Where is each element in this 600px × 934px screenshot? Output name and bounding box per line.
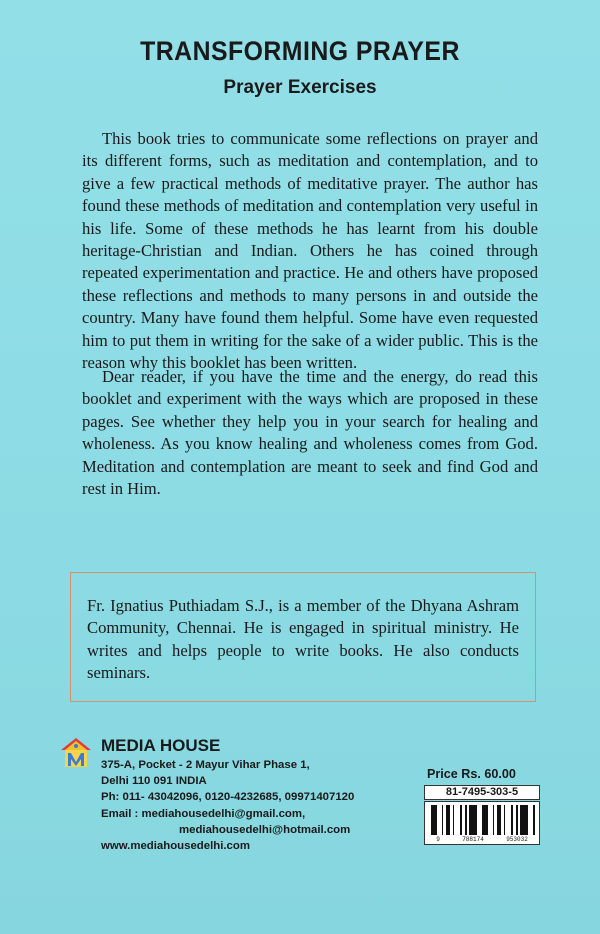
publisher-email-1: Email : mediahousedelhi@gmail.com, (101, 807, 306, 820)
barcode-bar (497, 805, 500, 835)
barcode-bar (472, 805, 474, 835)
publisher-phone: Ph: 011- 43042096, 0120-4232685, 09971407120 (101, 791, 355, 804)
barcode-bar (520, 805, 523, 835)
barcode (424, 801, 540, 845)
barcode-bar (469, 805, 472, 835)
barcode-bar (431, 805, 434, 835)
publisher-info (101, 735, 354, 854)
barcode-bar (453, 805, 454, 835)
barcode-bar (493, 805, 494, 835)
barcode-digit-group-2: 788174 (462, 836, 484, 843)
publisher-email-2: mediahousedelhi@hotmail.com (179, 823, 351, 836)
barcode-bar (482, 805, 485, 835)
barcode-bar (474, 805, 477, 835)
barcode-bar (511, 805, 513, 835)
publisher-website: www.mediahousedelhi.com (101, 840, 250, 853)
barcode-bar (516, 805, 518, 835)
barcode-bar (500, 805, 501, 835)
book-subtitle: Prayer Exercises (223, 77, 377, 98)
barcode-bar (485, 805, 488, 835)
publisher-logo-icon (58, 735, 94, 771)
price-label: Price Rs. 60.00 (427, 767, 516, 781)
barcode-bar (460, 805, 462, 835)
barcode-bar (504, 805, 505, 835)
barcode-bar (449, 805, 450, 835)
publisher-name: MEDIA HOUSE (101, 736, 221, 755)
publisher-address-2: Delhi 110 091 INDIA (101, 775, 207, 788)
author-bio: Fr. Ignatius Puthiadam S.J., is a member of the Dhyana Ashram Community, Chennai. He is engaged in spiritual ministry. He writes and helps people to write books. He also conducts seminars. (87, 596, 519, 683)
publisher-address-1: 375-A, Pocket - 2 Mayur Vihar Phase 1, (101, 759, 310, 771)
blurb-paragraph-1: This book tries to communicate some reflections on prayer and its different forms, such as meditation and contemplation, and to give a few practical methods of meditative prayer. The author has found these methods of meditation and contemplation very useful in his life. Some of these methods he has learnt from his double heritage-Christian and Indian. Others he has coined through repeated experimentation and practice. He and others have proposed these reflections and methods to many persons in and outside the country. Many have found them helpful. Some have even requested him to put them in writing for the sake of a wider public. This is the reason why this booklet has been written. (82, 129, 538, 373)
barcode-bars-icon (431, 805, 535, 835)
isbn-number: 81-7495-303-5 (424, 785, 540, 800)
barcode-bar (533, 805, 535, 835)
barcode-digit-group-1: 9 (436, 836, 440, 843)
blurb-paragraph-2: Dear reader, if you have the time and the energy, do read this booklet and experiment with the ways which are proposed in these pages. See whether they help you in your search for healing and wholeness. As you know healing and wholeness comes from God. Meditation and contemplation are meant to seek and find God and rest in Him. (82, 367, 538, 499)
barcode-bar (434, 805, 437, 835)
barcode-bar (446, 805, 449, 835)
barcode-digit-group-3: 953032 (506, 836, 528, 843)
barcode-bar (465, 805, 467, 835)
barcode-bar (523, 805, 525, 835)
barcode-bar (525, 805, 528, 835)
author-bio-box (70, 572, 536, 702)
barcode-digits (425, 836, 539, 843)
barcode-bar (442, 805, 443, 835)
book-title: TRANSFORMING PRAYER (140, 36, 460, 66)
